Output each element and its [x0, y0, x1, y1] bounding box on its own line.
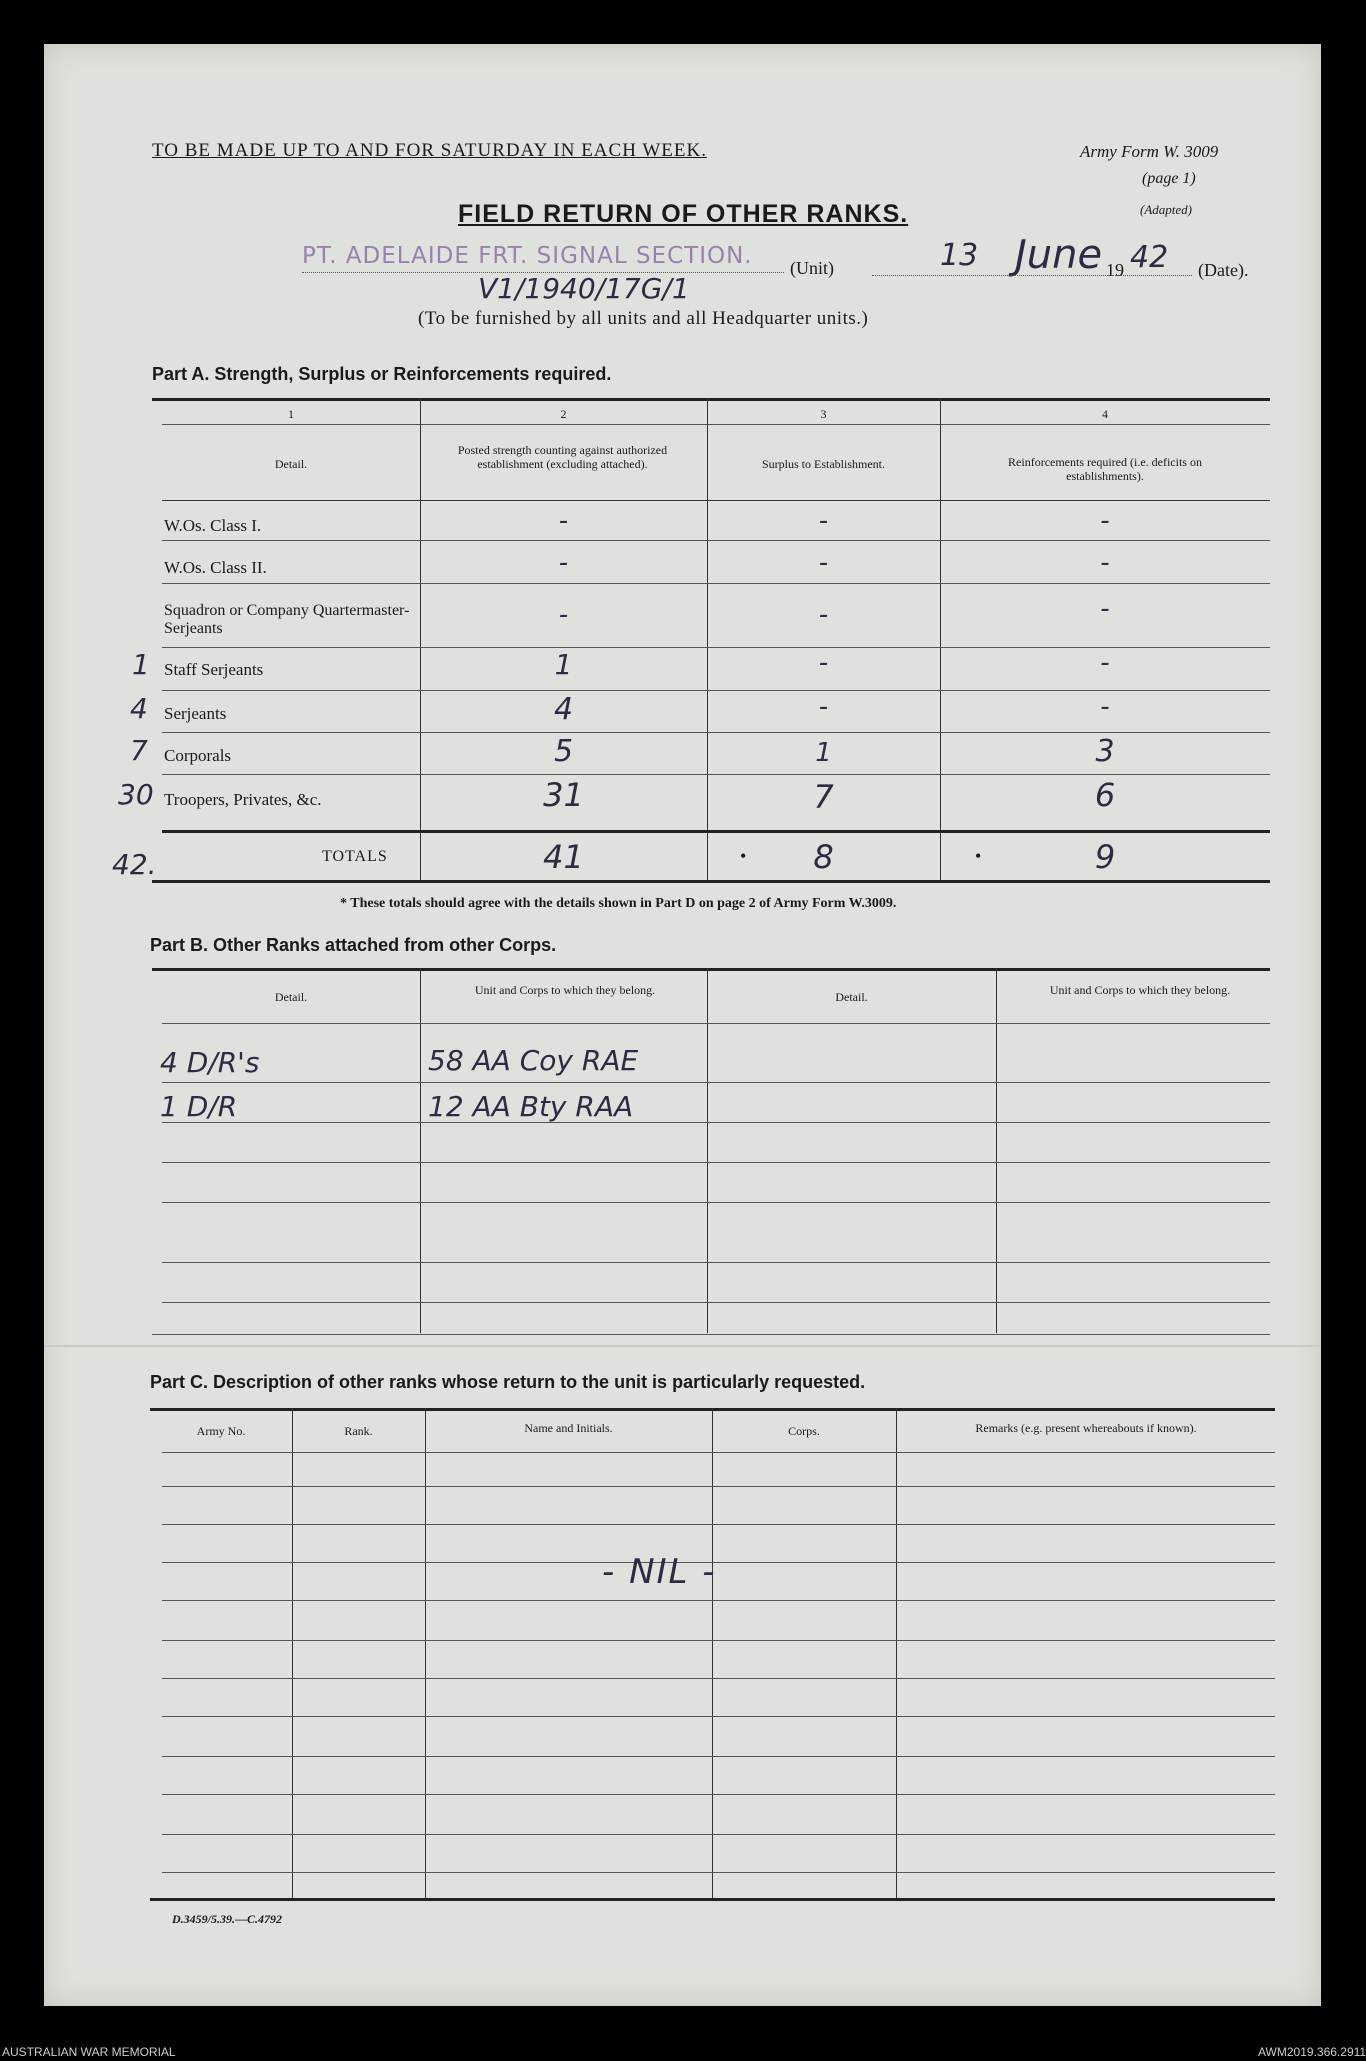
totals-top-rule [162, 830, 1270, 833]
totals-surplus: 8 [813, 838, 834, 876]
date-year-suffix: 42 [1130, 240, 1169, 275]
part-c-row-line [162, 1486, 1275, 1487]
row-detail: Serjeants [164, 704, 227, 723]
part-c-col-divider-2 [425, 1408, 426, 1898]
part-b-row-detail: 4 D/R's [160, 1046, 260, 1079]
row-detail: W.Os. Class I. [164, 516, 262, 535]
part-b-header-detail-2: Detail. [835, 990, 868, 1004]
part-b-header-unit-1: Unit and Corps to which they belong. [474, 983, 656, 997]
part-c-header-name: Name and Initials. [524, 1421, 613, 1435]
date-month: June [1015, 232, 1103, 278]
part-a-header-detail: Detail. [274, 457, 308, 471]
row-surplus: - [818, 692, 829, 722]
form-paper [44, 44, 1321, 2006]
row-margin-count: 1 [132, 648, 150, 681]
row-posted: 4 [553, 692, 574, 727]
totals-surplus-star: • [740, 846, 747, 866]
part-c-row-line [162, 1834, 1275, 1835]
row-reinf: - [1100, 692, 1110, 722]
footer-right: AWM2019.366.2911 [1258, 2045, 1366, 2059]
part-a-colnum-rule [162, 424, 1270, 425]
part-c-row-line [162, 1600, 1275, 1601]
totals-reinf: 9 [1094, 838, 1116, 876]
part-b-row-unit: 12 AA Bty RAA [428, 1090, 634, 1123]
part-b-row-line [162, 1302, 1270, 1303]
row-line [162, 732, 1270, 733]
part-c-header-rank: Rank. [344, 1424, 373, 1438]
totals-bottom-rule [152, 880, 1270, 883]
part-a-header-rule [162, 500, 1270, 501]
unit-label: (Unit) [790, 258, 834, 278]
unit-stamp: PT. ADELAIDE FRT. SIGNAL SECTION. [302, 243, 753, 269]
part-b-row-unit: 58 AA Coy RAE [428, 1044, 639, 1077]
part-c-row-line [162, 1716, 1275, 1717]
row-posted: 1 [554, 648, 573, 681]
row-line [162, 690, 1270, 691]
part-a-header-reinf: Reinforcements required (i.e. deficits on establishments). [1008, 455, 1202, 483]
adapted-label: (Adapted) [1140, 202, 1192, 217]
part-a-footnote: * These totals should agree with the details shown in Part D on page 2 of Army Form W.3009. [340, 896, 897, 911]
row-margin-count: 30 [118, 778, 154, 811]
part-b-header-unit-2: Unit and Corps to which they belong. [1049, 983, 1231, 997]
part-a-colnum-4: 4 [1102, 407, 1108, 421]
row-surplus: 7 [813, 778, 834, 816]
row-reinf: - [1100, 506, 1110, 536]
part-c-row-line [162, 1756, 1275, 1757]
print-code: D.3459/5.39.—C.4792 [172, 1912, 283, 1926]
part-c-row-line [162, 1640, 1275, 1641]
part-c-row-line [162, 1872, 1275, 1873]
totals-posted: 41 [543, 838, 584, 876]
row-detail: Troopers, Privates, &c. [164, 790, 322, 809]
part-c-bottom-rule [150, 1898, 1275, 1901]
part-b-row-line [162, 1162, 1270, 1163]
row-line [162, 774, 1270, 775]
page-title: FIELD RETURN OF OTHER RANKS. [458, 200, 909, 228]
part-c-header-corps: Corps. [788, 1424, 820, 1438]
row-detail: Staff Serjeants [164, 660, 264, 679]
row-margin-count: 4 [130, 692, 148, 725]
part-b-row-line [162, 1023, 1270, 1024]
part-b-top-rule [152, 968, 1270, 971]
row-reinf: 3 [1095, 734, 1115, 769]
part-c-col-divider-4 [896, 1408, 897, 1898]
part-b-row-detail: 1 D/R [160, 1090, 238, 1123]
part-c-header-army-no: Army No. [196, 1424, 246, 1438]
date-label: (Date). [1198, 260, 1249, 280]
row-reinf: - [1100, 648, 1110, 678]
part-b-row-line [162, 1202, 1270, 1203]
row-margin-count: 7 [130, 734, 148, 767]
part-a-header-posted: Posted strength counting against authorized establishment (excluding attached). [457, 443, 668, 471]
row-line [162, 583, 1270, 584]
part-c-row-line [162, 1524, 1275, 1525]
row-detail: Squadron or Company Quartermaster-Serjeants [164, 602, 410, 637]
row-surplus: 1 [815, 738, 832, 768]
form-id: Army Form W. 3009 [1080, 142, 1219, 161]
part-b-row-line [162, 1262, 1270, 1263]
part-b-row-line [162, 1122, 1270, 1123]
furnished-note: (To be furnished by all units and all Headquarter units.) [418, 308, 869, 329]
part-c-col-divider-3 [712, 1408, 713, 1898]
reference-handwritten: V1/1940/17G/1 [478, 272, 690, 305]
row-posted: 5 [553, 734, 574, 769]
row-detail: W.Os. Class II. [164, 558, 267, 577]
part-b-heading: Part B. Other Ranks attached from other Corps. [150, 935, 557, 955]
part-a-colnum-2: 2 [560, 407, 567, 421]
totals-label: TOTALS [322, 848, 388, 865]
part-c-header-remarks: Remarks (e.g. present whereabouts if known). [975, 1421, 1197, 1435]
row-surplus: - [818, 648, 829, 678]
date-year-prefix: 19 [1106, 260, 1124, 280]
row-surplus: - [818, 548, 829, 578]
part-a-heading: Part A. Strength, Surplus or Reinforcements required. [152, 364, 612, 384]
top-instruction: TO BE MADE UP TO AND FOR SATURDAY IN EACH WEEK. [152, 140, 707, 161]
totals-reinf-star: • [975, 846, 982, 866]
row-detail: Corporals [164, 746, 232, 765]
row-surplus: - [818, 600, 829, 630]
row-reinf: - [1100, 548, 1110, 578]
date-dotted-line [872, 275, 1192, 276]
part-b-row-line [162, 1082, 1270, 1083]
part-c-row-line [162, 1562, 1275, 1563]
row-line [162, 540, 1270, 541]
row-posted: - [558, 548, 569, 578]
row-reinf: - [1100, 594, 1110, 624]
row-surplus: - [818, 506, 829, 536]
row-reinf: 6 [1094, 776, 1116, 814]
part-a-top-rule [152, 398, 1270, 401]
part-c-row-line [162, 1452, 1275, 1453]
part-a-colnum-1: 1 [288, 407, 294, 421]
row-posted: - [558, 506, 569, 536]
part-c-nil-entry: - NIL - [602, 1552, 717, 1592]
part-b-header-detail-1: Detail. [274, 990, 308, 1004]
part-b-bottom-rule [152, 1334, 1270, 1335]
part-c-col-divider-1 [292, 1408, 293, 1898]
part-c-heading: Part C. Description of other ranks whose return to the unit is particularly requested. [150, 1372, 866, 1392]
page-label: (page 1) [1142, 170, 1196, 187]
part-c-row-line [162, 1678, 1275, 1679]
date-day: 13 [940, 238, 979, 273]
fold-line [44, 1345, 1321, 1347]
row-posted: 31 [543, 776, 584, 814]
totals-margin: 42. [112, 848, 157, 881]
part-a-colnum-3: 3 [820, 407, 827, 421]
part-a-header-surplus: Surplus to Establishment. [762, 457, 885, 471]
footer-left: AUSTRALIAN WAR MEMORIAL [2, 2045, 176, 2059]
part-c-row-line [162, 1794, 1275, 1795]
row-posted: - [558, 600, 569, 630]
